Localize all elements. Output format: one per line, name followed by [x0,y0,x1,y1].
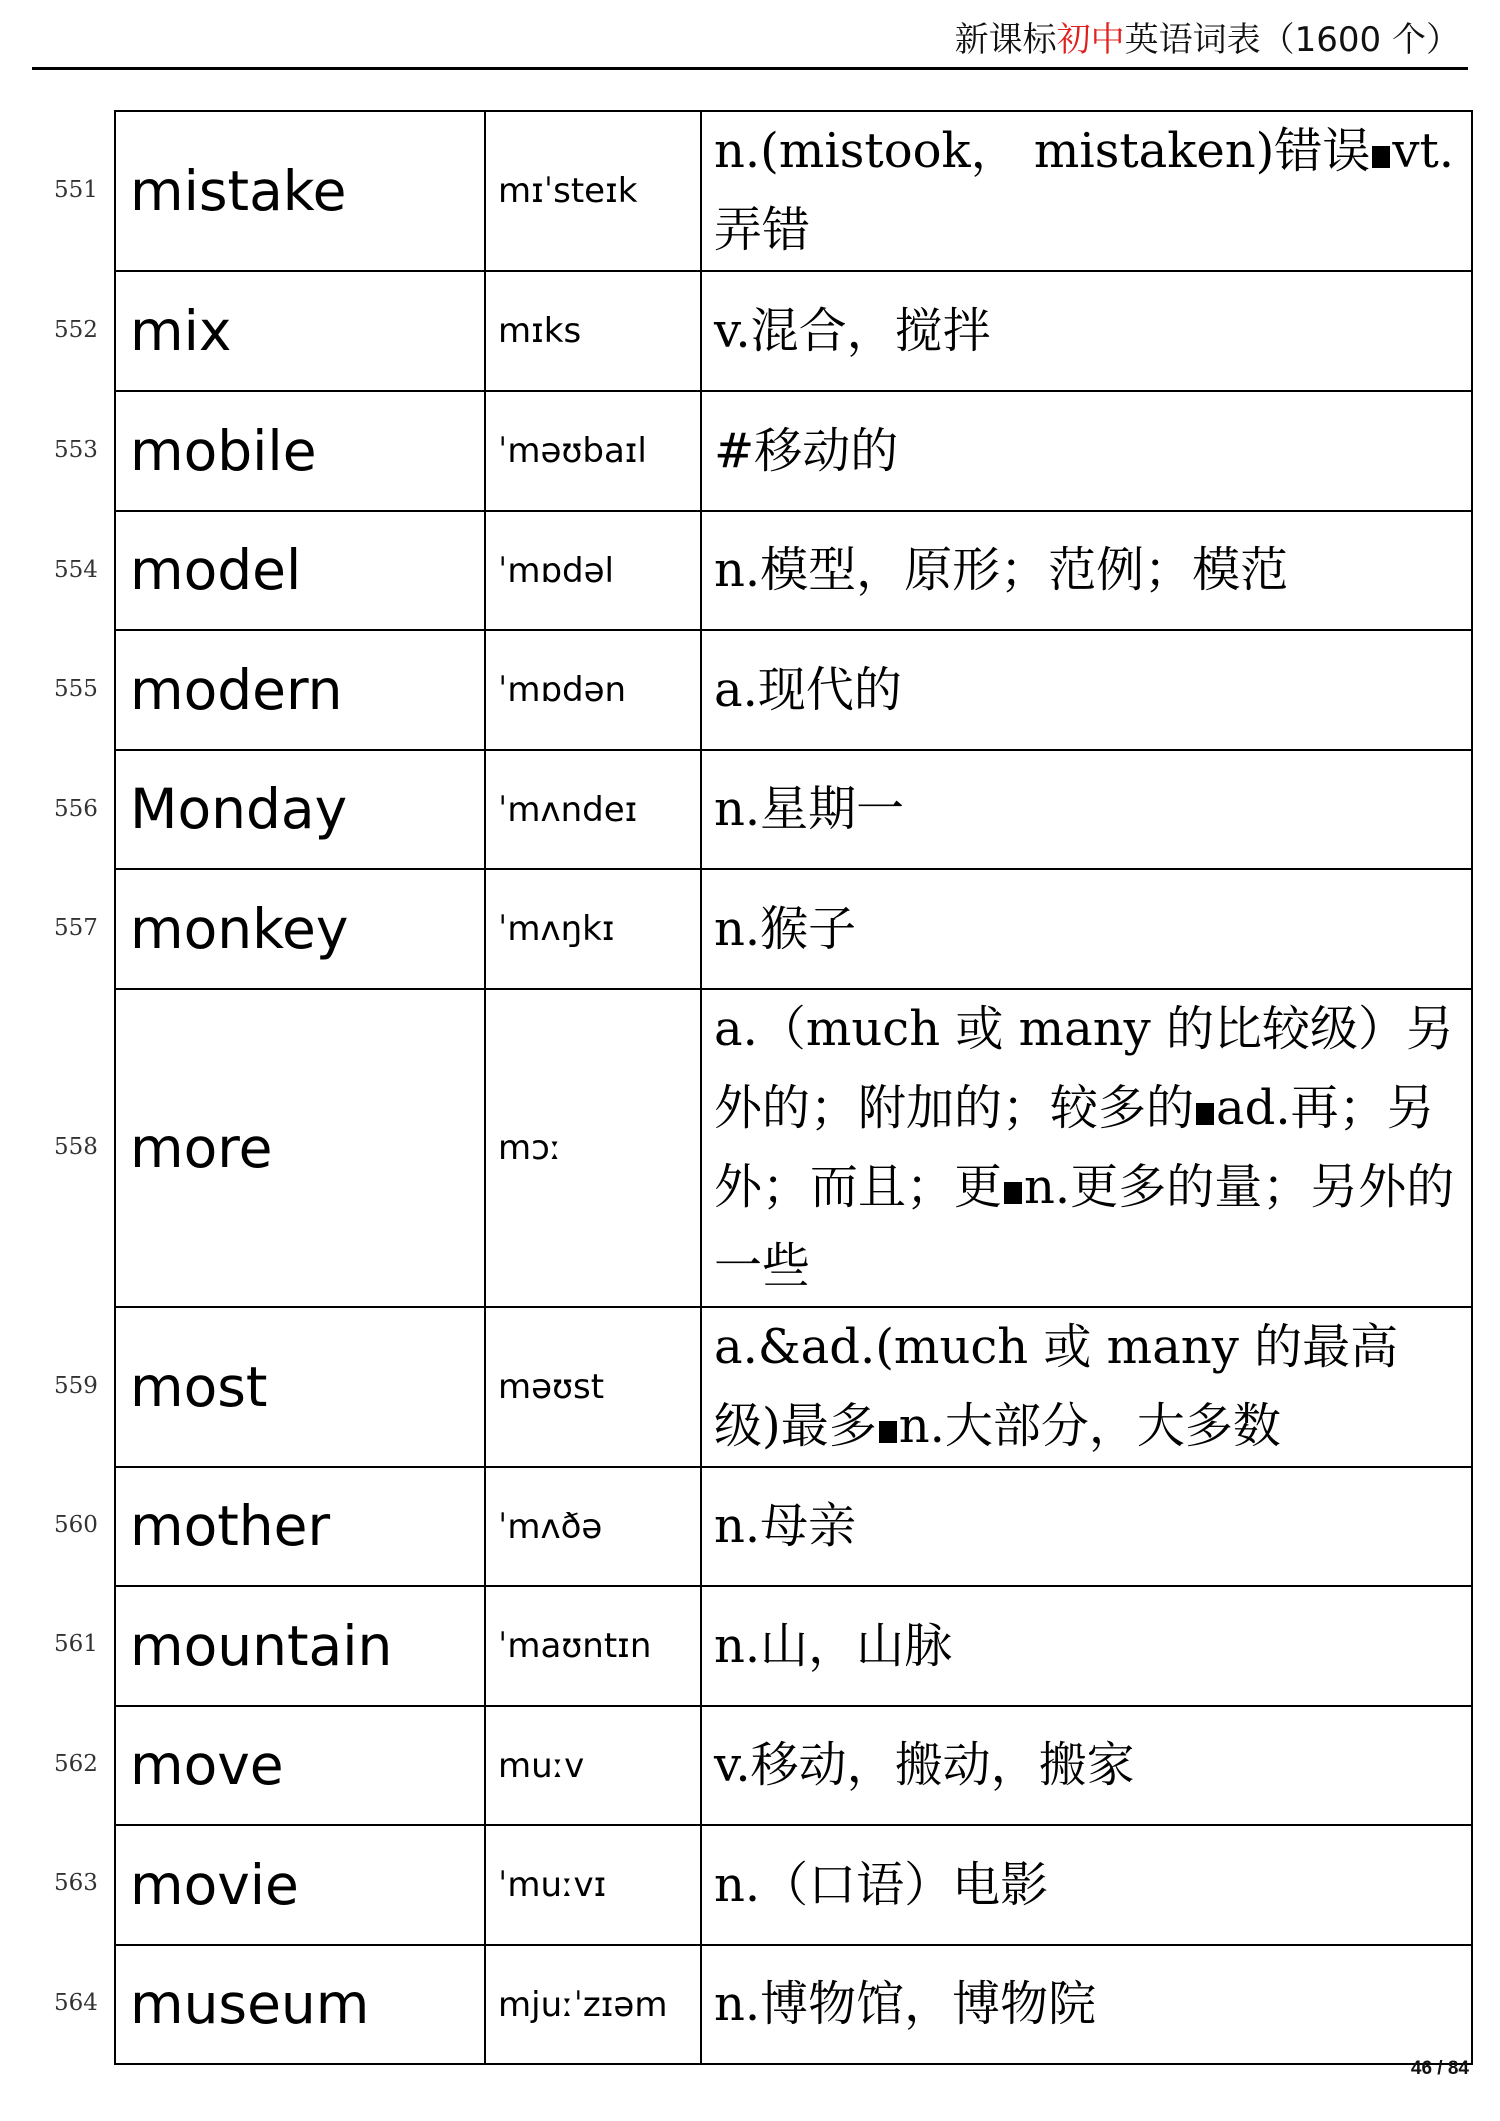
phonetic-cell: ˈməʊbaɪl [485,391,701,511]
row-number: 552 [54,317,98,343]
phonetic-cell: ˈmʌŋkɪ [485,869,701,989]
word-cell: mountain [115,1586,485,1706]
separator-square-icon [1372,146,1390,168]
row-number: 562 [54,1750,98,1777]
word-cell: most [115,1307,485,1467]
row-number: 556 [54,795,98,822]
word-cell: movie [115,1825,485,1945]
vocabulary-table [114,110,1473,2065]
word-cell: mobile [115,391,485,511]
page-number: 46 / 84 [1410,2058,1469,2079]
table-row [115,391,1472,511]
separator-square-icon [879,1421,897,1443]
phonetic-cell: mɔː [485,989,701,1307]
table-row [115,869,1472,989]
separator-square-icon [1196,1103,1214,1125]
word-cell: move [115,1706,485,1825]
definition-cell: v.混合，搅拌 [701,271,1472,391]
definition-cell: n.猴子 [701,869,1472,989]
word-cell: mistake [115,111,485,271]
row-number: 564 [54,1989,98,2016]
definition-cell: a.&ad.(much 或 many 的最高级)最多 n.大部分，大多数 [701,1307,1472,1467]
definition-cell: a.现代的 [701,630,1472,750]
phonetic-cell: ˈmuːvɪ [485,1825,701,1945]
definition-cell: n.山，山脉 [701,1586,1472,1706]
row-number: 553 [54,437,98,463]
table-row [115,1586,1472,1706]
phonetic-cell: ˈmɒdəl [485,511,701,630]
definition-cell: v.移动，搬动，搬家 [701,1706,1472,1825]
word-cell: more [115,989,485,1307]
definition-cell: a.（much 或 many 的比较级）另外的；附加的；较多的 ad.再；另外；而且；更 n.更多的量；另外的一些 [701,989,1472,1307]
phonetic-cell: mɪks [485,271,701,391]
row-number: 561 [54,1631,98,1657]
page-header-title [955,12,1460,61]
table-row [115,1467,1472,1586]
table-row [115,630,1472,750]
row-number: 557 [54,915,98,941]
row-number: 558 [54,1134,98,1160]
table-row [115,1945,1472,2064]
phonetic-cell: muːv [485,1706,701,1825]
word-cell: mix [115,271,485,391]
definition-cell: n.模型，原形；范例；模范 [701,511,1472,630]
word-cell: museum [115,1945,485,2064]
separator-square-icon [1004,1182,1022,1204]
phonetic-cell: ˈmɒdən [485,630,701,750]
word-cell: modern [115,630,485,750]
row-number: 559 [54,1372,98,1399]
table-row [115,511,1472,630]
definition-cell: n.(mistook， mistaken)错误 vt.弄错 [701,111,1472,271]
header-divider [32,67,1468,70]
title-accent: 初中 [1056,20,1125,60]
row-number: 560 [54,1511,98,1538]
table-row [115,1307,1472,1467]
phonetic-cell: ˈmaʊntɪn [485,1586,701,1706]
row-number: 554 [54,556,98,583]
phonetic-cell: ˈmʌndeɪ [485,750,701,869]
table-row [115,1706,1472,1825]
phonetic-cell: ˈmʌðə [485,1467,701,1586]
row-number: 551 [54,177,98,203]
title-prefix: 新课标 [954,20,1057,60]
table-row [115,989,1472,1307]
phonetic-cell: mjuːˈzɪəm [485,1945,701,2064]
row-number: 563 [54,1870,98,1896]
table-row [115,1825,1472,1945]
definition-cell: n.（口语）电影 [701,1825,1472,1945]
phonetic-cell: məʊst [485,1307,701,1467]
definition-cell: n.博物馆，博物院 [701,1945,1472,2064]
definition-cell: n.母亲 [701,1467,1472,1586]
row-number: 555 [54,676,98,702]
table-row [115,111,1472,271]
table-row [115,750,1472,869]
title-suffix: 英语词表（1600 个） [1124,20,1460,60]
definition-cell: n.星期一 [701,750,1472,869]
word-cell: Monday [115,750,485,869]
word-cell: model [115,511,485,630]
word-cell: mother [115,1467,485,1586]
word-cell: monkey [115,869,485,989]
vocabulary-table-body [115,111,1472,2064]
definition-cell: #移动的 [701,391,1472,511]
table-row [115,271,1472,391]
phonetic-cell: mɪˈsteɪk [485,111,701,271]
